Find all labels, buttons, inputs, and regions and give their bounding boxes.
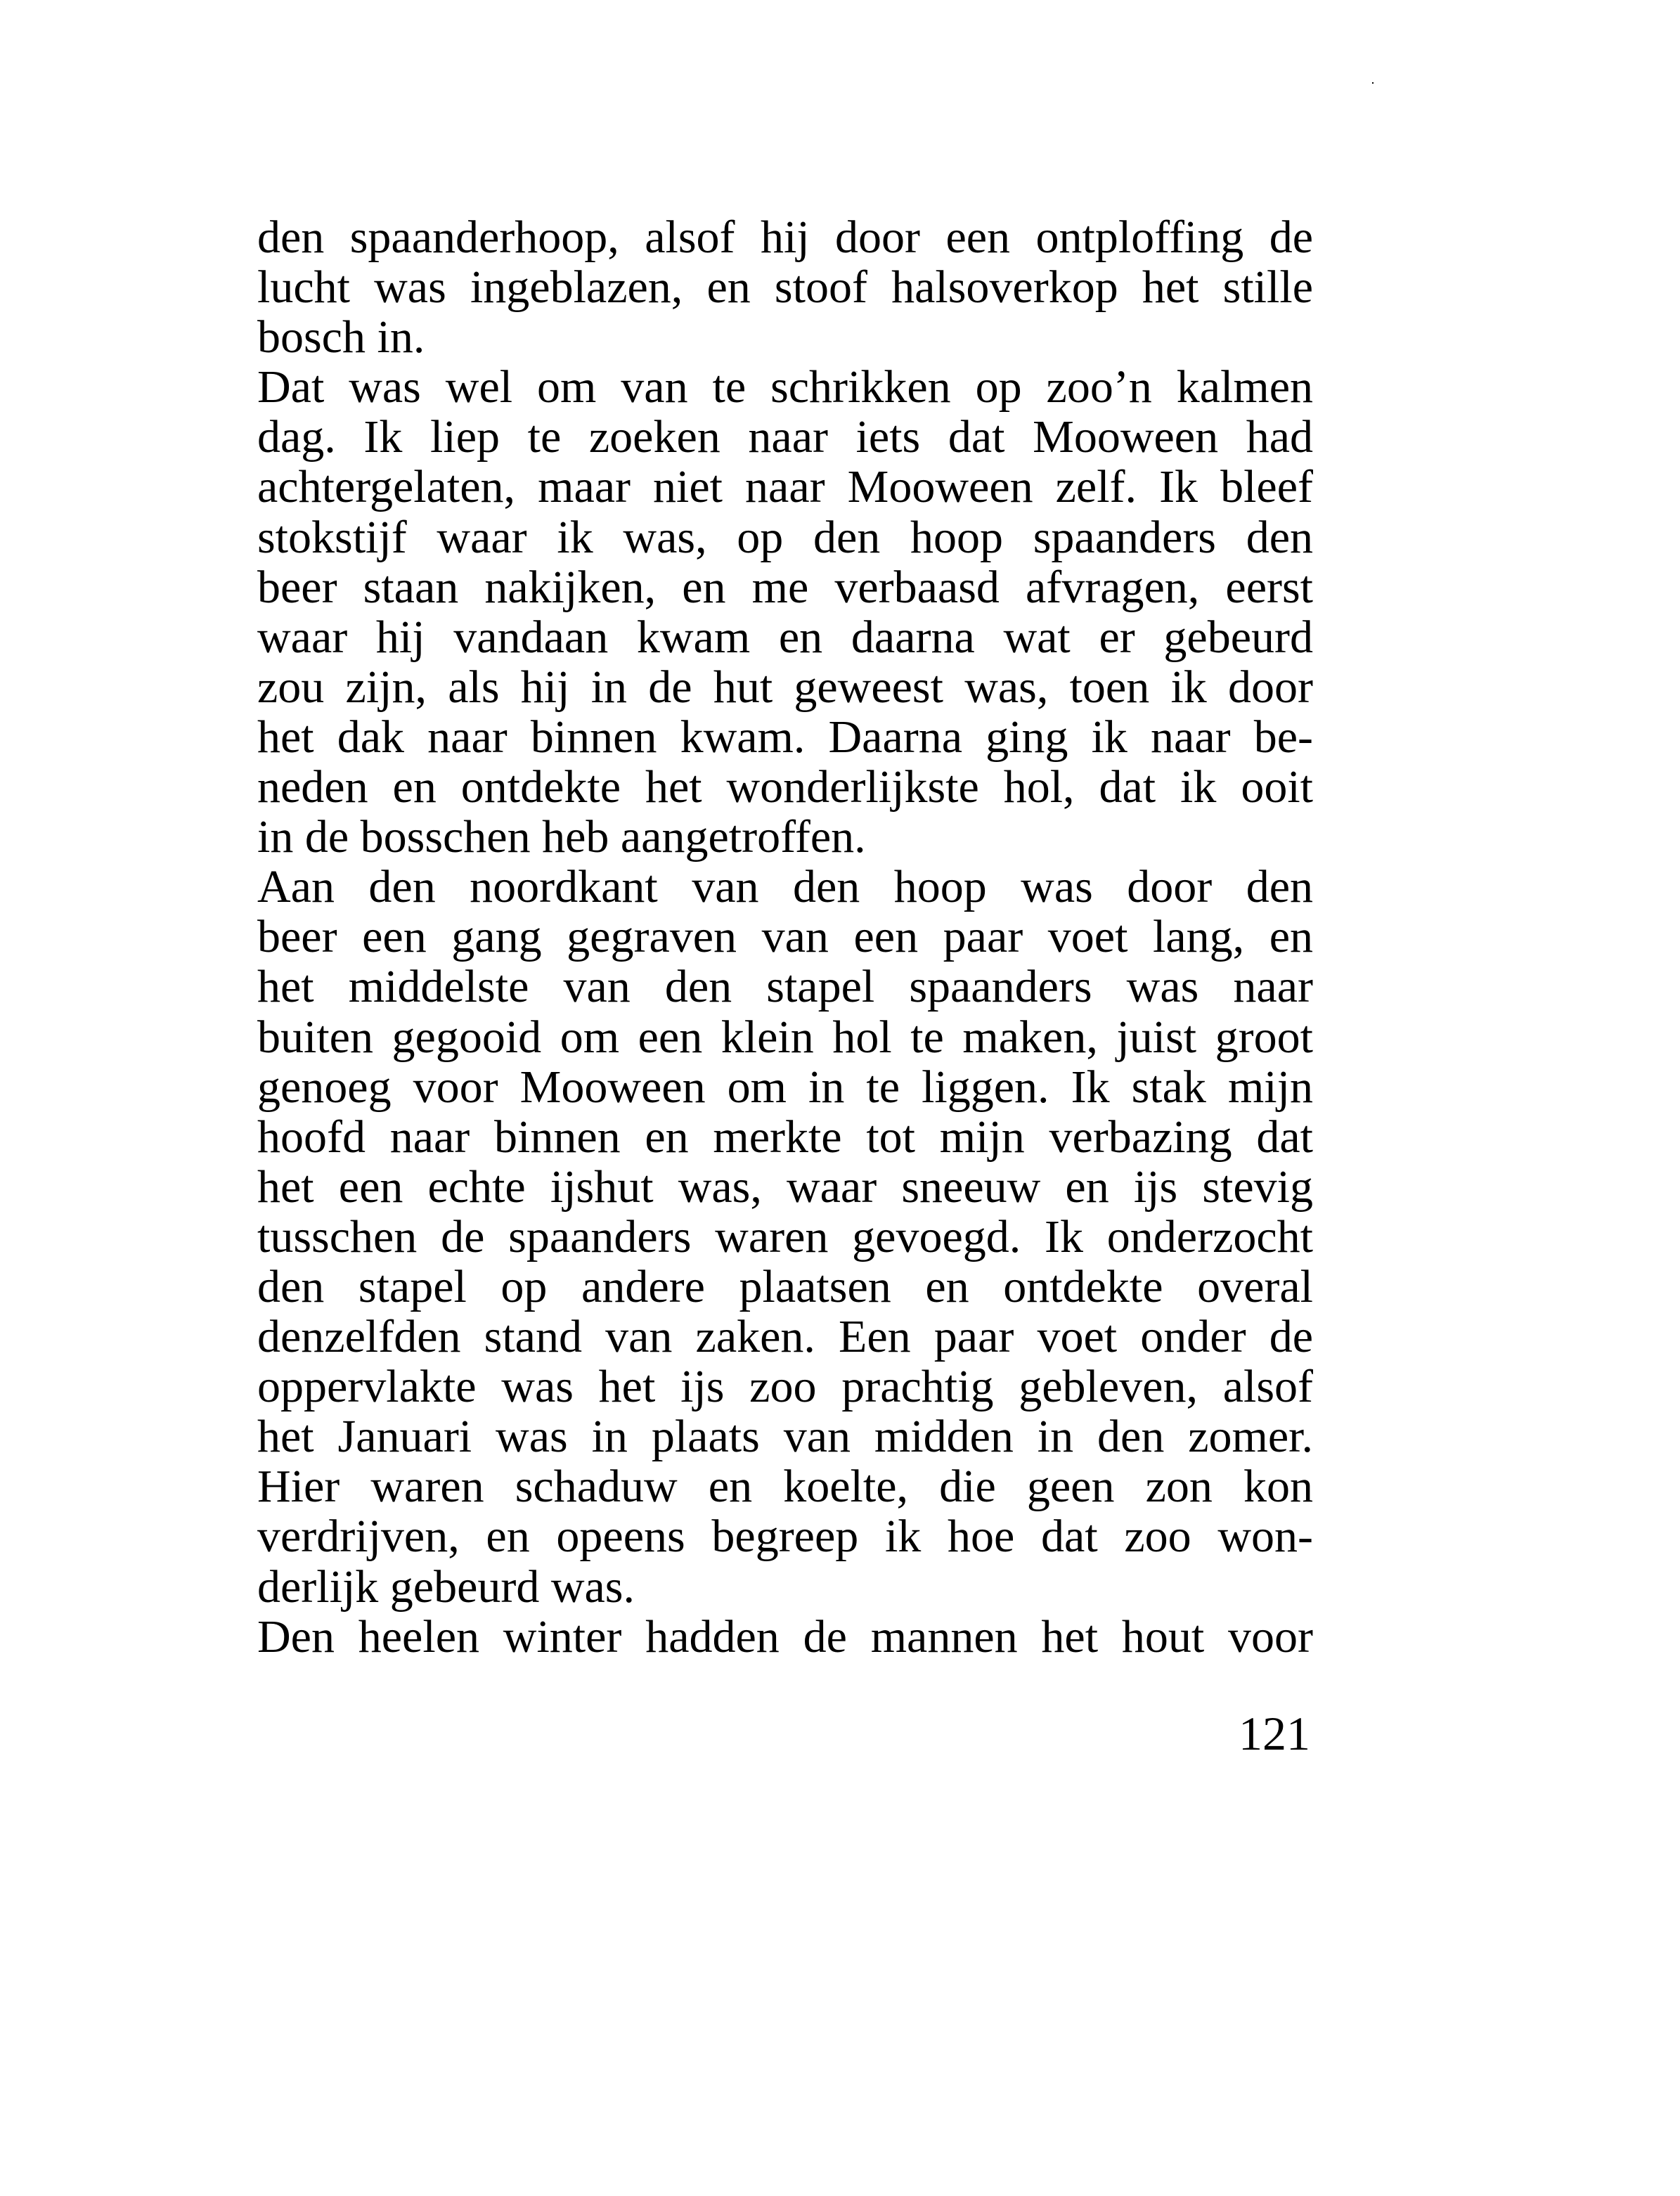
paragraph bbox=[257, 862, 1313, 1611]
body-text bbox=[257, 212, 1313, 1662]
text-line: genoeg voor Mooween om in te liggen. Ik stak mijn bbox=[257, 1061, 1313, 1113]
paragraph bbox=[257, 1612, 1313, 1662]
text-line: zou zijn, als hij in de hut geweest was, toen ik door bbox=[257, 661, 1313, 713]
text-line: dag. Ik liep te zoeken naar iets dat Mooween had bbox=[257, 411, 1313, 463]
paragraph bbox=[257, 212, 1313, 362]
text-line: achtergelaten, maar niet naar Mooween zelf. Ik bleef bbox=[257, 461, 1313, 513]
text-line: oppervlakte was het ijs zoo prachtig gebleven, alsof bbox=[257, 1361, 1313, 1413]
text-line: Hier waren schaduw en koelte, die geen zon kon bbox=[257, 1461, 1313, 1513]
text-line: neden en ontdekte het wonderlijkste hol, dat ik ooit bbox=[257, 761, 1313, 813]
text-line: den stapel op andere plaatsen en ontdekte overal bbox=[257, 1260, 1313, 1312]
text-line: Aan den noordkant van den hoop was door den bbox=[257, 861, 1313, 913]
scan-speck bbox=[1372, 82, 1374, 84]
text-line: denzelfden stand van zaken. Een paar voet onder de bbox=[257, 1311, 1313, 1363]
text-line: het een echte ijshut was, waar sneeuw en ijs stevig bbox=[257, 1161, 1313, 1213]
text-line: het Januari was in plaats van midden in den zomer. bbox=[257, 1411, 1313, 1463]
text-line: het dak naar binnen kwam. Daarna ging ik naar be- bbox=[257, 711, 1313, 763]
text-line: bosch in. bbox=[257, 311, 425, 363]
text-line: hoofd naar binnen en merkte tot mijn verbazing dat bbox=[257, 1111, 1313, 1163]
text-line: stokstijf waar ik was, op den hoop spaanders den bbox=[257, 511, 1313, 563]
text-line: verdrijven, en opeens begreep ik hoe dat zoo won- bbox=[257, 1511, 1313, 1563]
text-line: Den heelen winter hadden de mannen het hout voor bbox=[257, 1610, 1313, 1662]
text-line: lucht was ingeblazen, en stoof halsoverkop het stille bbox=[257, 261, 1313, 314]
text-line: het middelste van den stapel spaanders was naar bbox=[257, 961, 1313, 1013]
text-line: tusschen de spaanders waren gevoegd. Ik onderzocht bbox=[257, 1210, 1313, 1262]
paragraph bbox=[257, 362, 1313, 862]
text-line: den spaanderhoop, alsof hij door een ontploffing de bbox=[257, 212, 1313, 263]
text-line: derlijk gebeurd was. bbox=[257, 1561, 635, 1613]
text-line: buiten gegooid om een klein hol te maken, juist groot bbox=[257, 1011, 1313, 1063]
text-line: Dat was wel om van te schrikken op zoo’n kalmen bbox=[257, 361, 1313, 413]
text-line: in de bosschen heb aangetroffen. bbox=[257, 811, 866, 863]
text-line: waar hij vandaan kwam en daarna wat er gebeurd bbox=[257, 611, 1313, 663]
text-line: beer een gang gegraven van een paar voet lang, en bbox=[257, 911, 1313, 963]
text-line: beer staan nakijken, en me verbaasd afvragen, eerst bbox=[257, 561, 1313, 613]
page-number: 121 bbox=[1239, 1707, 1310, 1760]
